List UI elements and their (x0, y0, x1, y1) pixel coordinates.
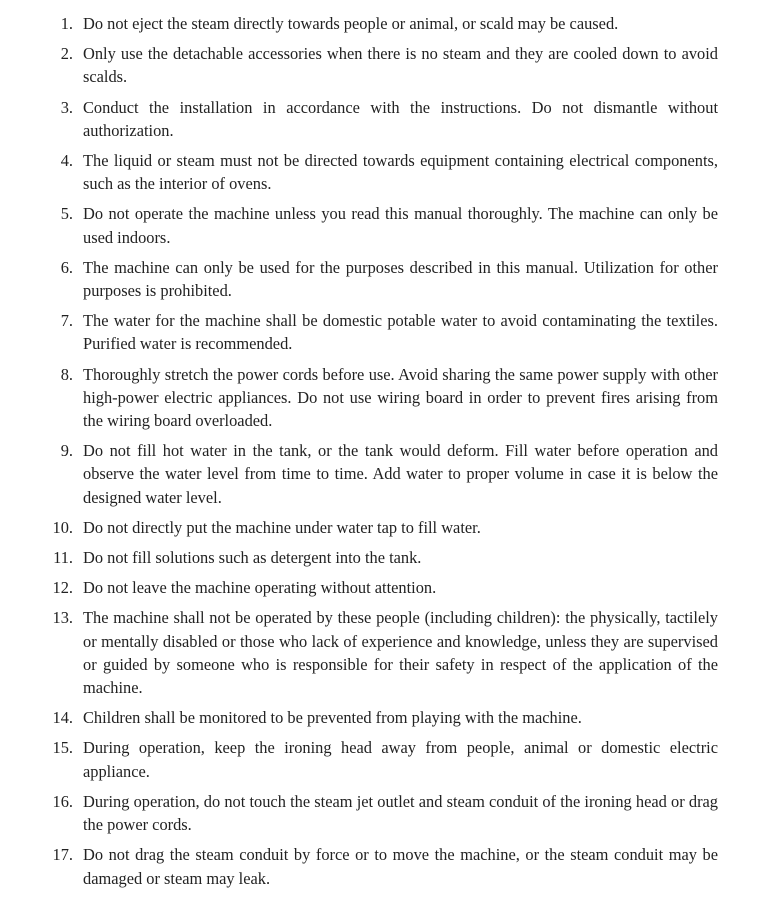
item-number: 2. (60, 44, 73, 64)
item-text: The water for the machine shall be domestic potable water to avoid contaminating the textiles. Purified water is recommended. (83, 311, 718, 354)
item-number: 1. (60, 14, 73, 33)
item-number: 12. (52, 578, 73, 598)
item-text: Do not fill hot water in the tank, or the tank would deform. Fill water before operation and observe the water level from time to time. Add water to proper volume in case it is below the designed water level. (83, 441, 718, 507)
item-number: 11. (53, 548, 73, 568)
list-item (0, 202, 757, 248)
item-number: 9. (60, 441, 73, 461)
list-item (0, 439, 757, 509)
list-item (0, 516, 757, 539)
item-text: Thoroughly stretch the power cords before use. Avoid sharing the same power supply with other high-power electric appliances. Do not use wiring board in order to prevent fires arising from the wiring board overloaded. (83, 364, 718, 431)
item-number: 16. (52, 791, 73, 811)
list-item (0, 546, 757, 569)
list-item (0, 606, 757, 699)
item-number: 17. (52, 845, 73, 865)
list-item (0, 790, 757, 836)
item-number: 8. (60, 364, 73, 384)
item-text: The machine shall not be operated by these people (including children): the physically, tactilely or mentally disabled or those who lack of experience and knowledge, unless they are supervised or guided by someone who is responsible for their safety in respect of the application of the machine. (83, 608, 718, 698)
list-item (0, 309, 757, 355)
item-number: 5. (60, 204, 73, 224)
item-number: 10. (52, 517, 73, 537)
item-number: 6. (60, 257, 73, 277)
list-item (0, 736, 757, 782)
list-item (0, 42, 757, 88)
item-text: Do not leave the machine operating without attention. (83, 578, 437, 598)
item-text: Children shall be monitored to be prevented from playing with the machine. (83, 708, 582, 728)
list-item (0, 96, 757, 142)
list-item (0, 706, 757, 729)
safety-instructions-list (0, 12, 757, 897)
item-number: 3. (60, 97, 73, 117)
list-item (0, 12, 757, 35)
item-text: Do not drag the steam conduit by force or to move the machine, or the steam conduit may be damaged or steam may leak. (83, 845, 718, 888)
list-item (0, 149, 757, 195)
item-text: The liquid or steam must not be directed towards equipment containing electrical components, such as the interior of ovens. (83, 151, 718, 194)
item-text: Only use the detachable accessories when there is no steam and they are cooled down to avoid scalds. (83, 44, 718, 87)
item-text: Do not directly put the machine under water tap to fill water. (83, 517, 481, 537)
item-text: Do not operate the machine unless you read this manual thoroughly. The machine can only be used indoors. (83, 204, 718, 247)
list-item (0, 576, 757, 599)
item-number: 7. (60, 311, 73, 331)
item-text: During operation, do not touch the steam jet outlet and steam conduit of the ironing head or drag the power cords. (83, 791, 718, 835)
list-item (0, 843, 757, 889)
item-number: 14. (52, 708, 73, 728)
item-number: 15. (52, 738, 73, 758)
item-number: 13. (52, 608, 73, 628)
list-item (0, 363, 757, 433)
item-text: During operation, keep the ironing head away from people, animal or domestic electric appliance. (83, 738, 718, 781)
item-text: Do not eject the steam directly towards people or animal, or scald may be caused. (83, 14, 619, 33)
list-item (0, 256, 757, 302)
item-text: The machine can only be used for the purposes described in this manual. Utilization for other purposes is prohibited. (83, 257, 718, 301)
item-text: Conduct the installation in accordance with the instructions. Do not dismantle without authorization. (83, 97, 718, 140)
item-number: 4. (60, 151, 73, 171)
item-text: Do not fill solutions such as detergent into the tank. (83, 548, 422, 568)
